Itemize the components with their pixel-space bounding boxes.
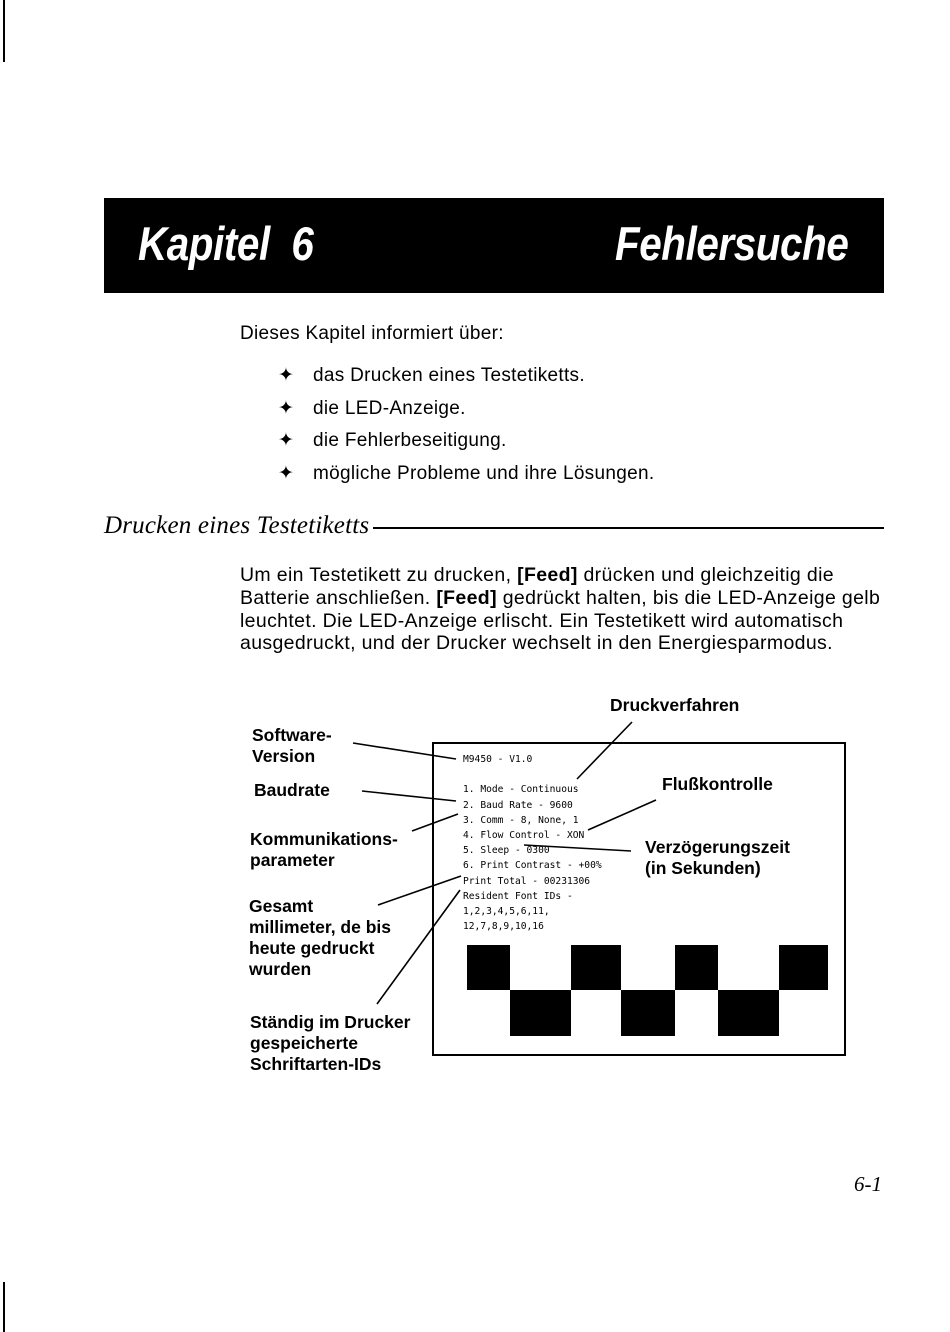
- chapter-number: Kapitel 6: [138, 217, 314, 270]
- leader-line-print-method: [577, 722, 632, 779]
- leader-line-flow-control: [588, 800, 656, 830]
- star-bullet-icon: ✦: [278, 397, 295, 419]
- callout-baudrate: Baudrate: [254, 780, 330, 800]
- feed-key: [Feed]: [436, 586, 497, 609]
- list-item: ✦ mögliche Probleme und ihre Lösungen.: [278, 462, 655, 484]
- leader-line-sleep-delay: [524, 845, 631, 851]
- leader-line-comm-params: [412, 814, 458, 831]
- page-number: 6-1: [854, 1172, 882, 1196]
- body-paragraph: Um ein Testetikett zu drucken, [Feed] drücken und gleichzeitig die Batterie anschließen. [Feed] gedrückt halten, bis die LED-Anzeige gelb leuchtet. Die LED-Anzeige erlischt. Ein Testetikett wird automatisch ausgedruckt, und der Drucker wechselt in den Energiesparmodus.: [240, 564, 881, 655]
- intro-text: Dieses Kapitel informiert über:: [240, 323, 504, 344]
- list-item: ✦ die LED-Anzeige.: [278, 397, 466, 419]
- callout-flow-control: Flußkontrolle: [662, 774, 773, 794]
- star-bullet-icon: ✦: [278, 365, 295, 386]
- list-item: ✦ die Fehlerbeseitigung.: [278, 430, 507, 451]
- callout-fonts: Ständig im Drucker gespeicherte Schriftarten-IDs: [250, 1012, 411, 1074]
- star-bullet-icon: ✦: [278, 462, 295, 484]
- leader-line-baudrate: [362, 791, 456, 801]
- star-bullet-icon: ✦: [278, 430, 295, 451]
- test-label-text: M9450 - V1.0 1. Mode - Continuous 2. Baud Rate - 9600 3. Comm - 8, None, 1 4. Flow Control - XON 5. Sleep - 0300 6. Print Contrast - +00% Print Total - 00231306 Resident Font IDs - 1,2,3,4,5,6,11, 12,7,8,9,10,16: [463, 754, 602, 933]
- callout-sleep-delay: Verzögerungszeit (in Sekunden): [645, 837, 790, 878]
- chapter-title: Fehlersuche: [614, 217, 848, 270]
- section-title: Drucken eines Testetiketts: [104, 512, 370, 539]
- callout-print-method: Druckverfahren: [610, 695, 740, 715]
- leader-line-total: [378, 876, 461, 905]
- leader-line-fonts: [377, 890, 460, 1004]
- callout-comm-params: Kommunikations- parameter: [250, 829, 398, 870]
- callout-total: Gesamt millimeter, de bis heute gedruckt wurden: [249, 896, 391, 979]
- callout-software-version: Software- Version: [252, 725, 332, 766]
- leader-line-software-version: [353, 743, 456, 759]
- list-item: ✦ das Drucken eines Testetiketts.: [278, 365, 585, 386]
- feed-key: [Feed]: [517, 564, 578, 586]
